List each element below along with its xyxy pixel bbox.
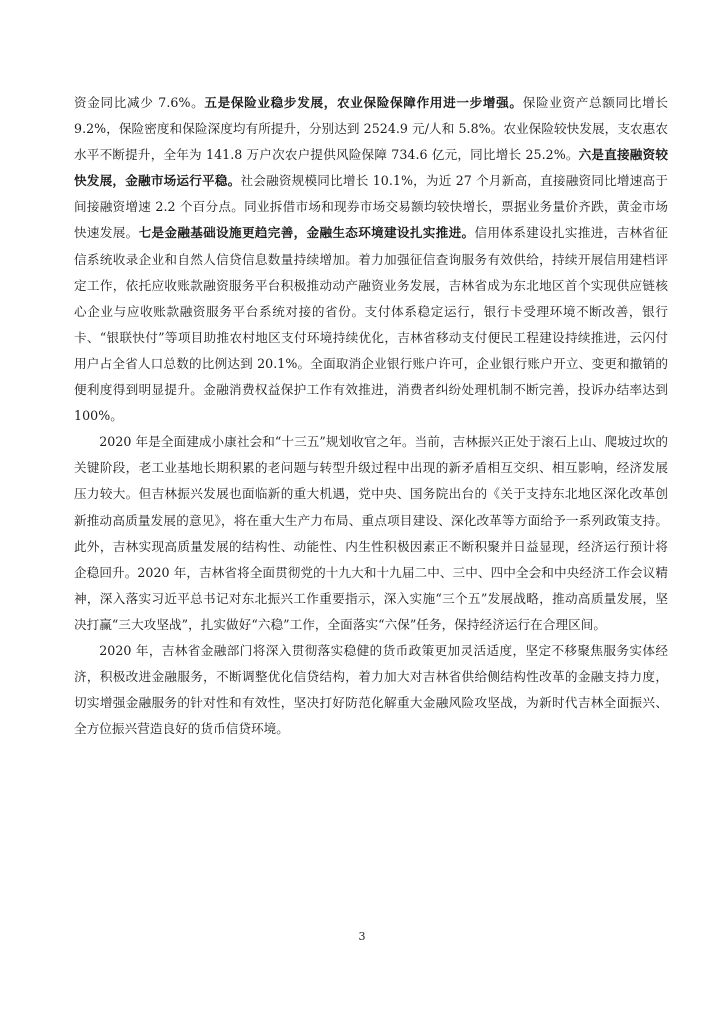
- bold-heading-infrastructure: 七是金融基础设施更趋完善，金融生态环境建设扎实推进。: [138, 225, 475, 241]
- text-segment: 2020 年，吉林省金融部门将深入贯彻落实稳健的货币政策更加灵活适度，坚定不移聚焦服务实体经济，积极改进金融服务，不断调整优化信贷结构，着力加大对吉林省供给侧结构性改革的金融支持力度，切实增强金融服务的针对性和有效性，坚决打好防范化解重大金融风险攻坚战，为新时代吉林全面振兴、全方位振兴营造良好的货币信贷环境。: [74, 642, 668, 737]
- bold-heading-insurance: 五是保险业稳步发展，农业保险保障作用进一步增强。: [204, 95, 523, 110]
- text-segment: 社会融资规模同比增长 10.1%，为近 27 个月新高，直接融资同比增速高于间接融资增速 2.2 个百分点。同业拆借市场和现券市场交易额均较快增长，票据业务量价齐跌，黄金市场快速发展。: [74, 173, 668, 241]
- text-segment: 资金同比减少 7.6%。: [74, 95, 205, 110]
- paragraph-2: [74, 429, 668, 638]
- text-segment: 信用体系建设扎实推进，吉林省征信系统收录企业和自然人信贷信息数量持续增加。着力加强征信查询服务有效供给，持续开展信用建档评定工作，依托应收账款融资服务平台积极推动动产融资业务发展，吉林省成为东北地区首个实现供应链核心企业与应收账款融资服务平台系统对接的省份。支付体系稳定运行，银行卡受理环境不断改善，银行卡、“银联快付”等项目助推农村地区支付环境持续优化，吉林省移动支付便民工程建设持续推进，云闪付用户占全省人口总数的比例达到 20.1%。全面取消企业银行账户许可，企业银行账户开立、变更和撤销的便利度得到明显提升。金融消费权益保护工作有效推进，消费者纠纷处理机制不断完善，投诉办结率达到 100%。: [74, 225, 668, 424]
- paragraph-3: [74, 638, 668, 742]
- paragraph-1: [74, 90, 668, 429]
- document-body: [74, 90, 668, 742]
- text-segment: 2020 年是全面建成小康社会和“十三五”规划收官之年。当前，吉林振兴正处于滚石上山、爬坡过坎的关键阶段，老工业基地长期积累的老问题与转型升级过程中出现的新矛盾相互交织、相互影响，经济发展压力较大。但吉林振兴发展也面临新的重大机遇，党中央、国务院出台的《关于支持东北地区深化改革创新推动高质量发展的意见》，将在重大生产力布局、重点项目建设、深化改革等方面给予一系列政策支持。此外，吉林实现高质量发展的结构性、动能性、内生性积极因素正不断积聚并日益显现，经济运行预计将企稳回升。2020 年，吉林省将全面贯彻党的十九大和十九届二中、三中、四中全会和中央经济工作会议精神，深入落实习近平总书记对东北振兴工作重要指示，深入实施“三个五”发展战略，推动高质量发展，坚决打赢“三大攻坚战”，扎实做好“六稳”工作，全面落实“六保”任务，保持经济运行在合理区间。: [74, 434, 668, 632]
- bold-heading-direct-financing: 六是直接融资较快发展，金融市场运行平稳。: [74, 147, 668, 189]
- page-number: 3: [358, 930, 366, 943]
- text-segment: 保险业资产总额同比增长 9.2%，保险密度和保险深度均有所提升，分别达到 2524.9 元/人和 5.8%。农业保险较快发展，支农惠农水平不断提升，全年为 141.8 万户次农户提供风险保障 734.6 亿元，同比增长 25.2%。: [74, 95, 668, 163]
